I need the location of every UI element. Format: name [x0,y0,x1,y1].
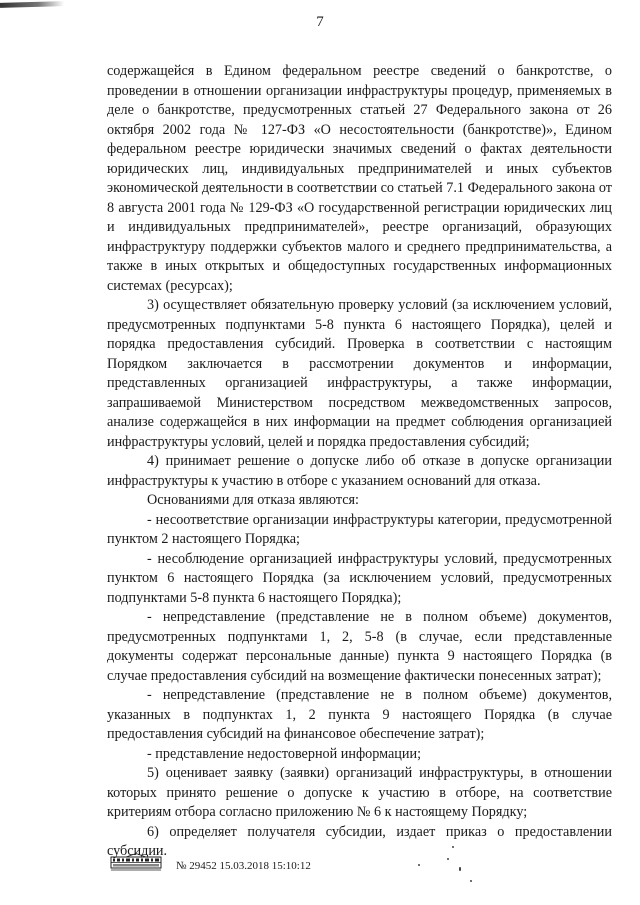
scan-speck [418,864,420,866]
scan-speck [452,846,454,848]
list-item-ground-4: - непредставление (представление не в полном объеме) документов, указанных в подпунктах 1, 2 пункта 9 настоящего Порядка (в случае предоставления субсидий на финансовое обеспечение затрат); [107,687,612,742]
scan-speck [470,880,472,882]
paragraph-item-5: 5) оценивает заявку (заявки) организаций инфраструктуры, в отношении которых принято решение о допуске к участию в отборе, на соответствие критериям отбора согласно приложению № 6 к настоящему Порядку; [107,765,612,820]
list-item-ground-1: - несоответствие организации инфраструктуры категории, предусмотренной пунктом 2 настоящего Порядка; [107,511,612,547]
list-item-ground-3: - непредставление (представление не в полном объеме) документов, предусмотренных подпунктами 1, 2, 5-8 (в случае, если представленные документы содержат персональные данные) пункта 9 настоящего Порядка (в случае предоставления субсидий на возмещение фактически понесенных затрат); [107,609,612,684]
page-number: 7 [316,14,324,30]
scan-corner-mark [0,1,64,8]
list-item-ground-5: - представление недостоверной информации; [147,745,422,762]
scan-speck [459,867,461,871]
registration-number: № 29452 15.03.2018 15:10:12 [176,860,311,872]
document-footer [110,853,311,873]
paragraph-item-3: 3) осуществляет обязательную проверку условий (за исключением условий, предусмотренных подпунктами 5-8 пункта 6 настоящего Порядка), целей и порядка предоставления субсидий. Проверка в соответствии с настоящим Порядком заключается в рассмотрении документов и информации, представленных организацией инфраструктуры, а также информации, запрашиваемой Министерством посредством межведомственных запросов, анализе содержащейся в них информации на предмет соблюдения организацией инфраструктуры условий, целей и порядка предоставления субсидий; [107,297,612,450]
registration-stamp-icon [110,853,162,873]
paragraph-continuation: содержащейся в Едином федеральном реестре сведений о банкротстве, о проведении в отношении организации инфраструктуры процедур, применяемых в деле о банкротстве, предусмотренных статьей 27 Федерального закона от 26 октября 2002 года № 127-ФЗ «О несостоятельности (банкротстве)», Едином федеральном реестре юридически значимых сведений о фактах деятельности юридических лиц, индивидуальных предпринимателей и иных субъектов экономической деятельности в соответствии со статьей 7.1 Федерального закона от 8 августа 2001 года № 129-ФЗ «О государственной регистрации юридических лиц и индивидуальных предпринимателей», реестре организаций, образующих инфраструктуру поддержки субъектов малого и среднего предпринимательства, а также в иных открытых и общедоступных государственных информационных системах (ресурсах); [107,63,612,294]
paragraph-item-4: 4) принимает решение о допуске либо об отказе в допуске организации инфраструктуры к участию в отборе с указанием оснований для отказа. [107,453,612,489]
document-body [107,62,612,862]
list-item-ground-2: - несоблюдение организацией инфраструктуры условий, предусмотренных пунктом 6 настоящего Порядка (за исключением условий, предусмотренных подпунктами 5-8 пункта 6 настоящего Порядка); [107,550,612,606]
scan-speck [447,858,449,860]
paragraph-grounds-heading: Основаниями для отказа являются: [147,492,359,508]
paragraph-item-6: 6) определяет получателя субсидии, издает приказ о предоставлении субсидии. [107,823,612,859]
